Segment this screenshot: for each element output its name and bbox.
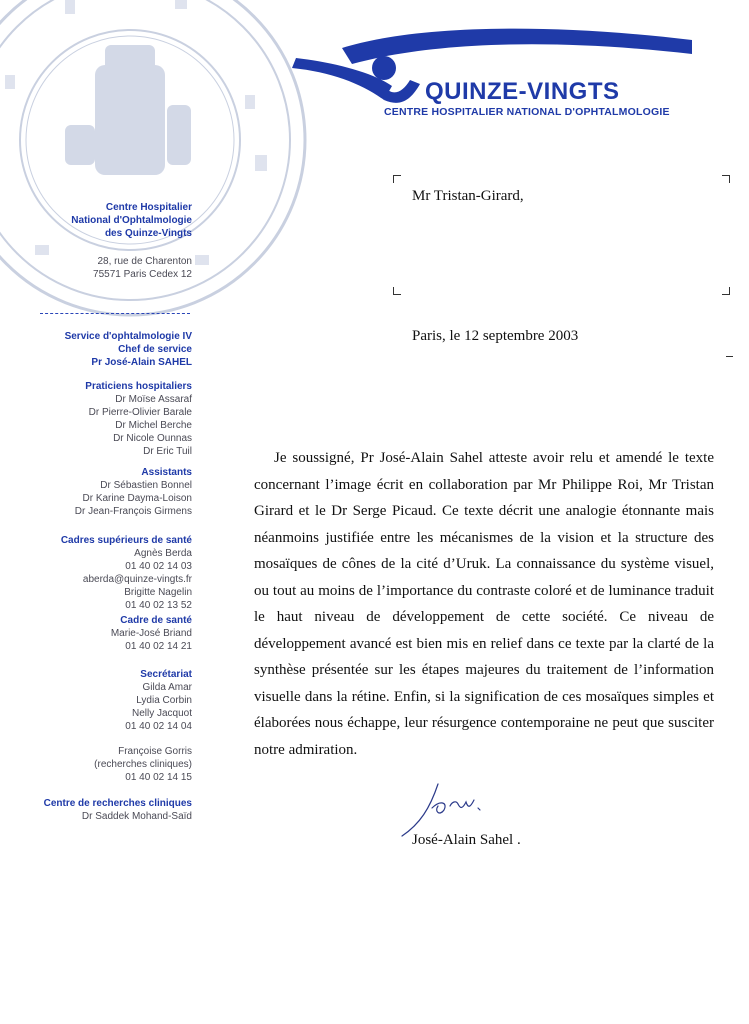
staff-line: (recherches cliniques): [94, 759, 192, 770]
hospital-name: [0, 201, 192, 240]
hospital-name-line: des Quinze-Vingts: [104, 228, 192, 239]
staff-line: Dr Sébastien Bonnel: [100, 480, 192, 491]
hospital-name-line: Centre Hospitalier: [105, 202, 192, 213]
staff-section: [0, 668, 192, 733]
staff-line: Dr Michel Berche: [115, 420, 192, 431]
staff-section: [0, 534, 192, 612]
handwritten-signature: [400, 778, 520, 840]
logo-title: QUINZE-VINGTS: [425, 78, 620, 105]
staff-line: Dr Jean-François Girmens: [74, 506, 192, 517]
staff-line: Dr Saddek Mohand-Saïd: [81, 811, 192, 822]
service-line: Service d'ophtalmologie IV: [64, 331, 192, 342]
address-line: 75571 Paris Cedex 12: [93, 269, 192, 280]
window-corner-mark: [722, 287, 730, 295]
section-heading: Centre de recherches cliniques: [43, 798, 192, 809]
section-heading: Praticiens hospitaliers: [85, 381, 192, 392]
hospital-address: [0, 255, 192, 281]
hospital-name-line: National d'Ophtalmologie: [71, 215, 192, 226]
staff-line: Dr Pierre-Olivier Barale: [88, 407, 192, 418]
staff-line: Dr Moïse Assaraf: [115, 394, 192, 405]
window-corner-mark: [393, 175, 401, 183]
staff-line: Gilda Amar: [142, 682, 192, 693]
staff-line: Lydia Corbin: [136, 695, 192, 706]
letter-date: Paris, le 12 septembre 2003: [412, 328, 579, 344]
address-line: 28, rue de Charenton: [97, 256, 192, 267]
staff-line: 01 40 02 14 21: [125, 641, 192, 652]
fold-mark: [726, 356, 733, 357]
staff-line: Dr Karine Dayma-Loison: [82, 493, 192, 504]
staff-line: Nelly Jacquot: [131, 708, 192, 719]
staff-line: Françoise Gorris: [118, 746, 192, 757]
section-heading: Secrétariat: [140, 669, 192, 680]
section-heading: Cadre de santé: [120, 615, 192, 626]
staff-line: 01 40 02 13 52: [125, 600, 192, 611]
section-heading: Cadres supérieurs de santé: [60, 535, 192, 546]
staff-line: aberda@quinze-vingts.fr: [82, 574, 192, 585]
service-line: Pr José-Alain SAHEL: [91, 357, 192, 368]
section-heading: Assistants: [141, 467, 192, 478]
service-line: Chef de service: [118, 344, 192, 355]
staff-line: Marie-José Briand: [110, 628, 192, 639]
sidebar-divider: [40, 313, 190, 314]
staff-section: [0, 466, 192, 518]
staff-section: [0, 745, 192, 784]
recipient: Mr Tristan-Girard,: [412, 188, 524, 204]
letter-body: Je soussigné, Pr José-Alain Sahel atteste avoir relu et amendé le texte concernant l’image écrit en collaboration par Mr Philippe Roi, Mr Tristan Girard et le Dr Serge Picaud. Ce texte décrit une analogie étonnante mais néanmoins justifiée entre les mécanismes de la vision et la structure des mosaïques de cônes de la cité d’Uruk. La connaissance du système visuel, ou tout au moins de l’importance du contraste coloré et de luminance traduit le haut niveau de développement de cette société. Ce niveau de développement avancé est bien mis en relief dans ce texte par la clarté de la synthèse présentée sur les étapes majeures du traitement de l’information visuelle dans la rétine. Enfin, si la signification de ces mosaïques simples et élaborées nous échappe, leur résurgence contemporaine ne peut que susciter notre admiration.: [254, 450, 714, 758]
staff-line: Brigitte Nagelin: [124, 587, 192, 598]
staff-section: [0, 614, 192, 653]
window-corner-mark: [722, 175, 730, 183]
staff-line: Dr Eric Tuil: [143, 446, 192, 457]
signer-name: José-Alain Sahel .: [412, 832, 521, 848]
service-header: [0, 330, 192, 369]
staff-line: 01 40 02 14 03: [125, 561, 192, 572]
staff-line: 01 40 02 14 15: [125, 772, 192, 783]
staff-section: [0, 380, 192, 458]
logo-subtitle: CENTRE HOSPITALIER NATIONAL D'OPHTALMOLOGIE: [384, 106, 670, 118]
staff-line: 01 40 02 14 04: [125, 721, 192, 732]
staff-section: [0, 797, 192, 823]
staff-line: Dr Nicole Ounnas: [113, 433, 192, 444]
window-corner-mark: [393, 287, 401, 295]
staff-line: Agnès Berda: [134, 548, 192, 559]
